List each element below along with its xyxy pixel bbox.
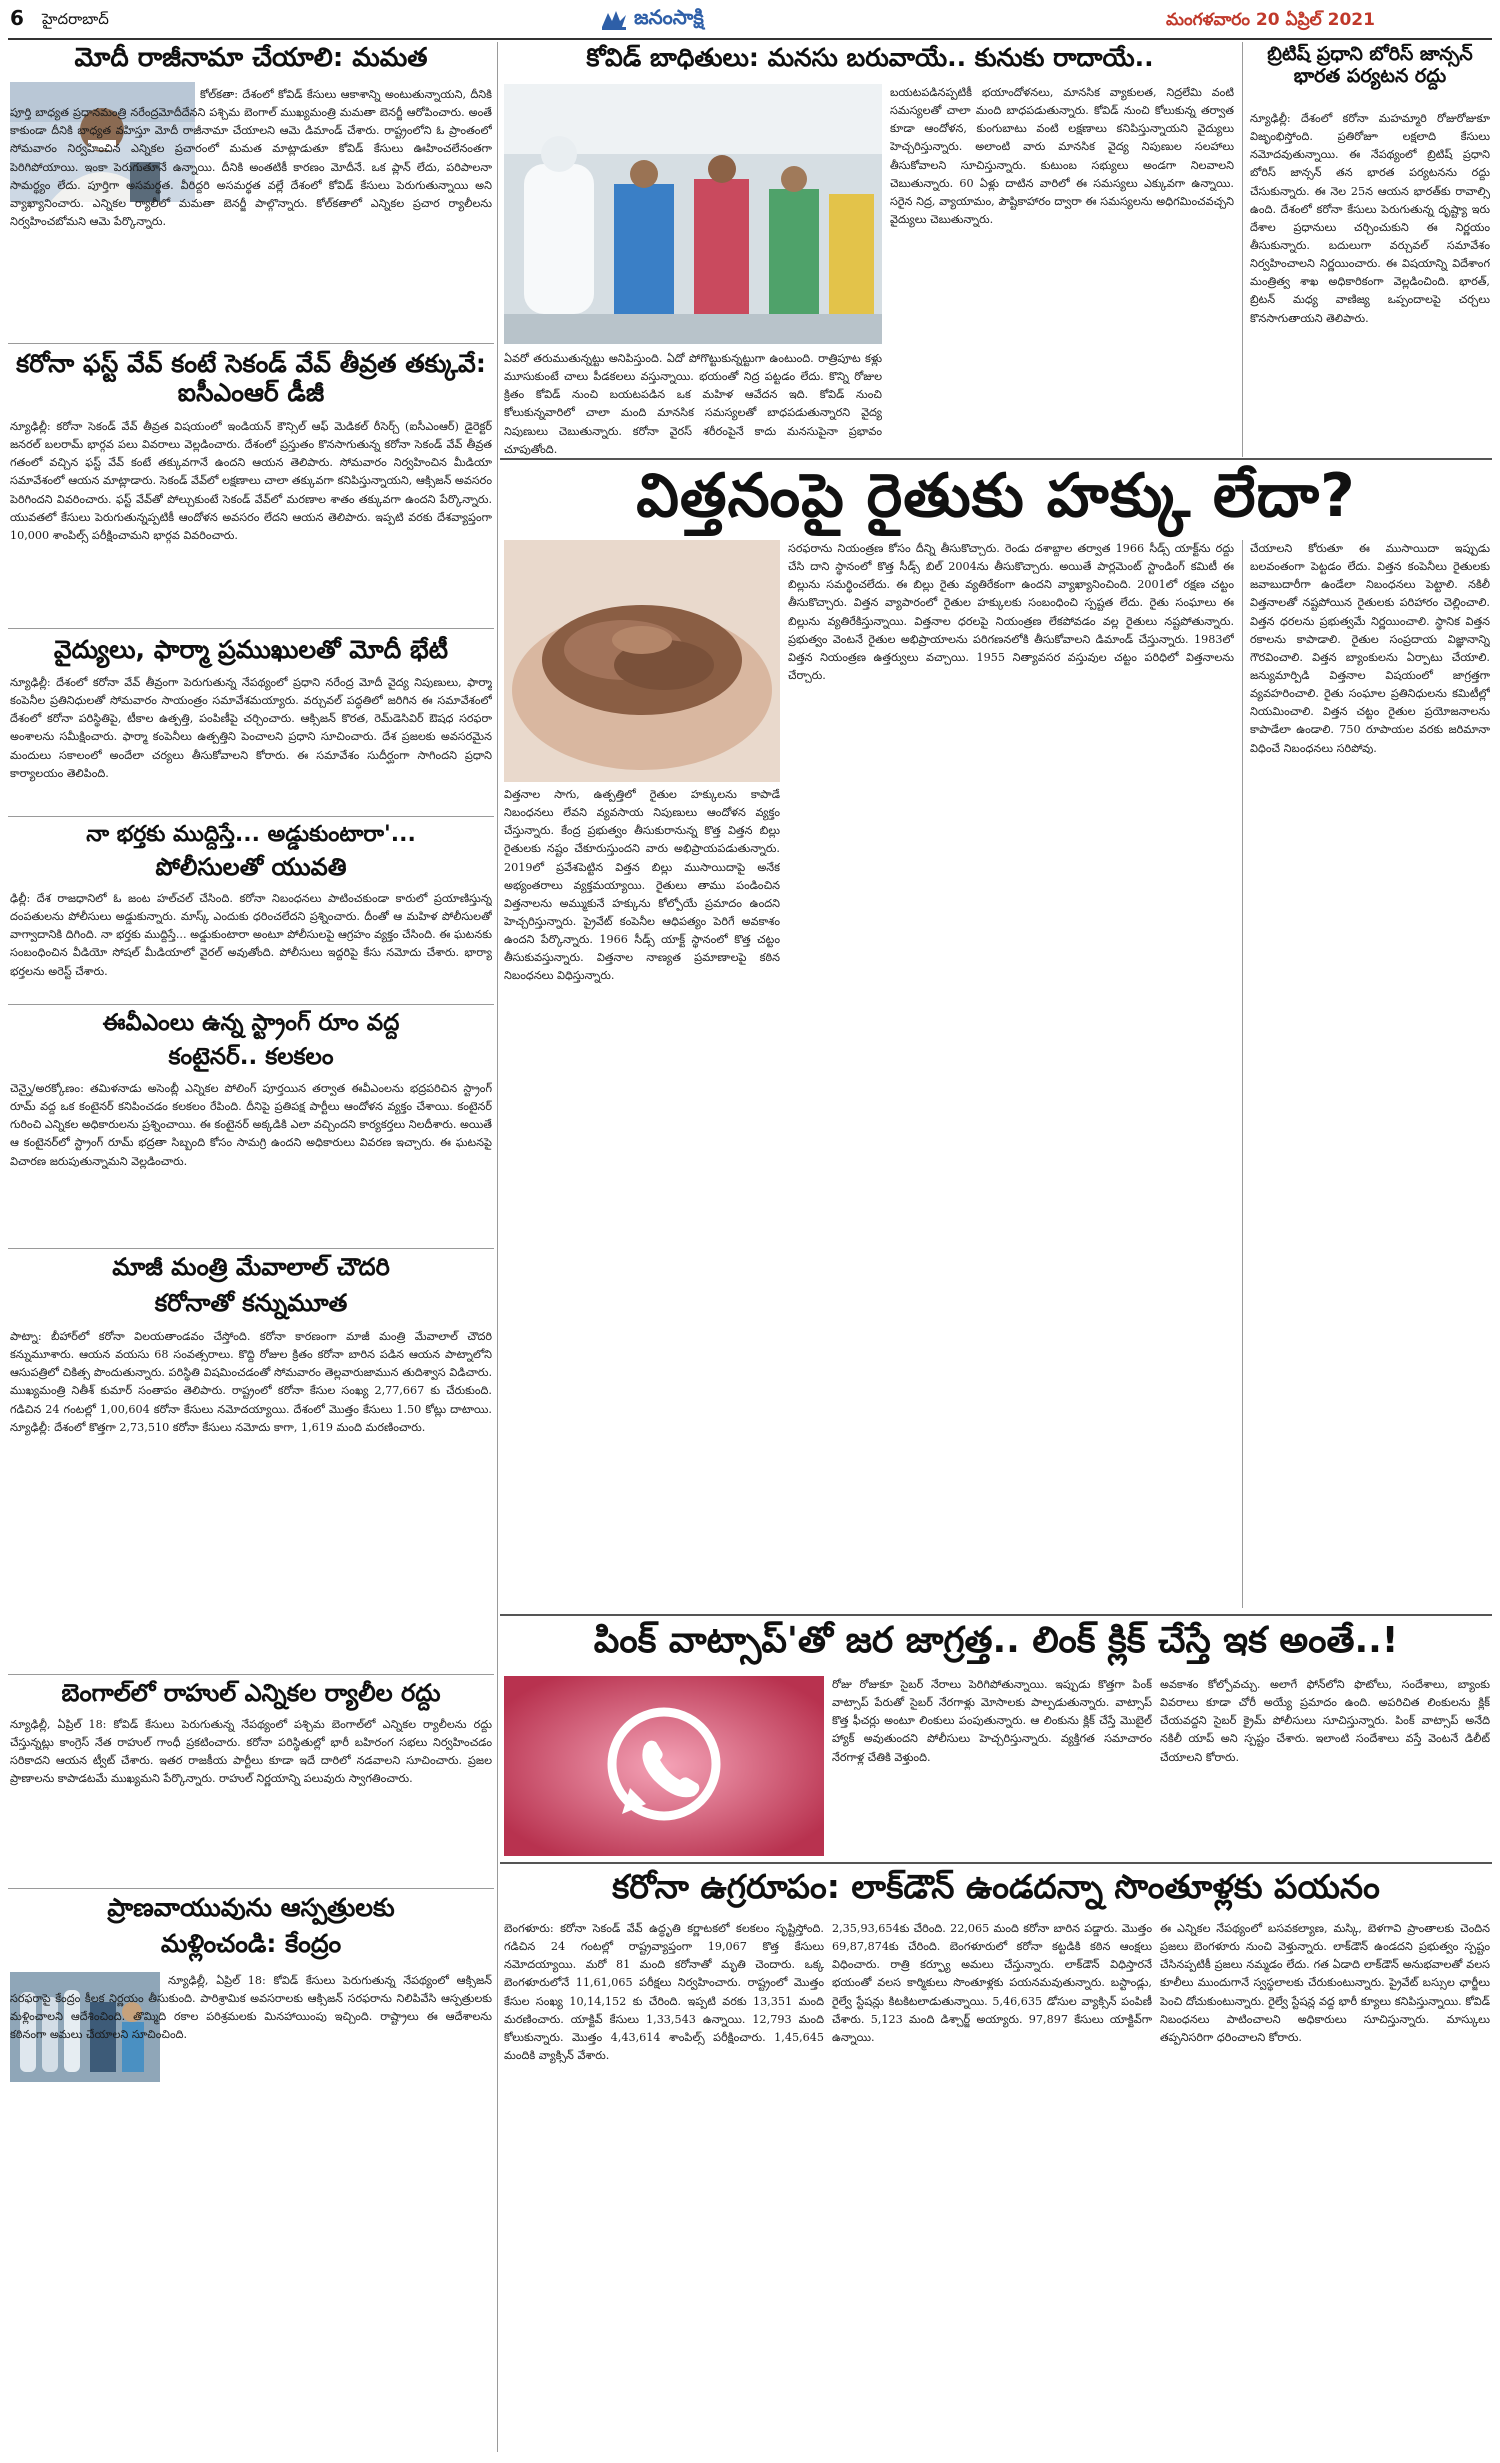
rule-modi-bottom xyxy=(8,816,494,817)
body-evm-room: చెన్నై/అరక్కోణం: తమిళనాడు అసెంబ్లీ ఎన్నికల పోలింగ్ పూర్తయిన తర్వాత ఈవీఎంలను భద్రపరిచిన స్ట్రాంగ్ రూమ్ వద్ద ఒక కంటైనర్ కనిపించడం కలకలం రేపింది. దీనిపై ప్రతిపక్ష పార్టీలు ఆందోళన వ్యక్తం చేశాయి. కంటైనర్ గురించి ఎన్నికల అధికారులను ప్రశ్నించాయి. ఈ కంటైనర్ అక్కడికి ఎలా వచ్చిందని కార్యకర్తలు నిలదీశారు. అయితే ఆ కంటైనర్‌లో స్ట్రాంగ్ రూమ్ భద్రతా సిబ్బంది కోసం సామగ్రి ఉందని అధికారులు వివరణ ఇచ్చారు. ఈ ఘటనపై విచారణ జరుపుతున్నామని వెల్లడించారు. xyxy=(10,1082,492,1168)
edition-label: హైదరాబాద్ xyxy=(42,10,109,28)
headline-mevalal-2: కరోనాతో కన్నుమూత xyxy=(154,1289,348,1317)
headline-evm-1: ఈవీఎంలు ఉన్న స్ట్రాంగ్ రూం వద్ద xyxy=(102,1010,400,1036)
headline-whatsapp: పింక్ వాట్సాప్'తో జర జాగ్రత్త.. లింక్ క్లిక్ చేస్తే ఇక అంతే..! xyxy=(593,1620,1399,1661)
body-lockdown-col1: బెంగళూరు: కరోనా సెకండ్ వేవ్ ఉద్ధృతి కర్ణాటకలో కలకలం సృష్టిస్తోంది. గడిచిన 24 గంటల్లో రాష్ట్రవ్యాప్తంగా 19,067 కొత్త కేసులు నమోదయ్యాయి. మరో 81 మంది కరోనాతో మృతి చెందారు. ఒక్క బెంగళూరులోనే 11,61,065 పరీక్షలు నిర్వహించారు. రాష్ట్రంలో మొత్తం కేసుల సంఖ్య 10,14,152 కు చేరింది. ఇప్పటి వరకు 13,351 మంది మరణించారు. యాక్టివ్ కేసులు 1,33,543 ఉన్నాయి. 12,793 మంది కోలుకున్నారు. మొత్తం 4,43,614 శాంపిల్స్ పరీక్షించారు. 1,45,645 మందికి వ్యాక్సిన్ వేశారు. xyxy=(504,1922,824,2062)
headline-oxygen-2: మళ్లించండి: కేంద్రం xyxy=(160,1929,342,1958)
body-farmers-col2: సరఫరాను నియంత్రణ కోసం దీన్ని తీసుకొచ్చారు. రెండు దశాబ్దాల తర్వాత 1966 సీడ్స్ యాక్ట్‌ను రద్దు చేసి దాని స్థానంలో కొత్త సీడ్స్ బిల్ 2004ను తీసుకొచ్చారు. అయితే పార్లమెంట్ స్టాండింగ్ కమిటీ ఈ బిల్లును సమర్థించలేదు. ఈ బిల్లు రైతు వ్యతిరేకంగా ఉందని వ్యాఖ్యానించింది. 2001లో రక్షణ చట్టం తీసుకొచ్చారు. విత్తన వ్యాపారంలో రైతుల హక్కులకు సంబంధించి స్పష్టత లేదు. రైతు సంఘాలు ఈ బిల్లును వ్యతిరేకిస్తున్నాయి. విత్తనాల ధరలపై నియంత్రణ లేకపోవడం వల్ల రైతులు నష్టపోతున్నారు. ప్రభుత్వం వెంటనే రైతుల అభిప్రాయాలను పరిగణనలోకి తీసుకోవాలని డిమాండ్ చేస్తున్నారు. 1983లో విత్తన నియంత్రణ ఉత్తర్వులు వచ్చాయి. 1955 నిత్యావసర వస్తువుల చట్టం పరిధిలో విత్తనాలను చేర్చారు. xyxy=(788,542,1234,682)
rule-mevalal-bottom xyxy=(8,1674,494,1675)
headline-covid-patients: కోవిడ్ బాధితులు: మనసు బరువాయే.. కునుకు రాదాయే.. xyxy=(586,43,1154,72)
pink-whatsapp-icon xyxy=(504,1676,824,1856)
headline-evm-2: కంటైనర్.. కలకలం xyxy=(168,1044,334,1070)
body-farmers-col3: చేయాలని కోరుతూ ఈ ముసాయిదా ఇప్పుడు బలవంతంగా పెట్టడం లేదు. విత్తన కంపెనీలు రైతులకు జవాబుదారీగా ఉండేలా నిబంధనలు పెట్టాలి. నకిలీ విత్తనాలతో నష్టపోయిన రైతులకు పరిహారం చెల్లించాలి. విత్తన ధరలను ప్రభుత్వమే నిర్ణయించాలి. స్థానిక విత్తన రకాలను కాపాడాలి. రైతుల సంప్రదాయ విజ్ఞానాన్ని గౌరవించాలి. విత్తన బ్యాంకులను ఏర్పాటు చేయాలి. జన్యుమార్పిడి విత్తనాల విషయంలో జాగ్రత్తగా వ్యవహరించాలి. రైతు సంఘాల ప్రతినిధులను కమిటీల్లో నియమించాలి. విత్తన చట్టం రైతుల ప్రయోజనాలను కాపాడేలా ఉండాలి. 750 రూపాయల వరకు జరిమానా విధించే నిబంధనలు సరిపోవు. xyxy=(1250,542,1490,755)
rule-corona-wave-bottom xyxy=(8,628,494,629)
headline-boris: బ్రిటిష్ ప్రధాని బోరిస్ జాన్సన్ భారత పర్యటన రద్దు xyxy=(1267,43,1473,87)
rule-whatsapp-bottom xyxy=(500,1862,1492,1864)
headline-mevalal-1: మాజీ మంత్రి మేవాలాల్ చౌదరి xyxy=(112,1253,390,1281)
headline-oxygen-1: ప్రాణవాయువును ఆస్పత్రులకు xyxy=(107,1893,395,1922)
headline-mamata: మోదీ రాజీనామా చేయాలి: మమత xyxy=(74,43,428,73)
photo-covid-ward xyxy=(504,84,882,344)
rule-farmers-bottom xyxy=(500,1614,1492,1616)
rule-top-section xyxy=(500,458,1492,460)
body-farmers-col1: విత్తనాల సాగు, ఉత్పత్తిలో రైతుల హక్కులను కాపాడే నిబంధనలు లేవని వ్యవసాయ నిపుణులు ఆందోళన వ్యక్తం చేస్తున్నారు. కేంద్ర ప్రభుత్వం తీసుకురానున్న కొత్త విత్తన బిల్లు రైతులకు నష్టం చేకూరుస్తుందని వారు అభిప్రాయపడుతున్నారు. 2019లో ప్రవేశపెట్టిన విత్తన బిల్లు ముసాయిదాపై అనేక అభ్యంతరాలు వ్యక్తమయ్యాయి. రైతులు తాము పండించిన విత్తనాలను అమ్ముకునే హక్కును కోల్పోయే ప్రమాదం ఉందని హెచ్చరిస్తున్నారు. ప్రైవేట్ కంపెనీల ఆధిపత్యం పెరిగే అవకాశం ఉందని పేర్కొన్నారు. 1966 సీడ్స్ యాక్ట్ స్థానంలో కొత్త చట్టం తీసుకువస్తున్నారు. విత్తనాల నాణ్యత ప్రమాణాలపై కఠిన నిబంధనలు విధిస్తున్నారు. xyxy=(504,788,780,983)
hospital-ward-illustration xyxy=(504,84,882,344)
headline-wife-police-2: పోలీసులతో యువతి xyxy=(155,853,347,881)
body-mamata: కోల్‌కతా: దేశంలో కోవిడ్ కేసులు ఆకాశాన్ని అంటుతున్నాయని, దీనికి పూర్తి బాధ్యత ప్రధానమంత్రి నరేంద్రమోదీదేనని పశ్చిమ బెంగాల్ ముఖ్యమంత్రి మమతా బెనర్జీ ఆరోపించారు. అంతే కాకుండా దీనికి బాధ్యత వహిస్తూ మోదీ రాజీనామా చేయాలని ఆమె డిమాండ్ చేశారు. రాష్ట్రంలోని ఓ ప్రాంతంలో సోమవారం నిర్వహించిన ఎన్నికల ప్రచారంలో మమత మాట్లాడుతూ కోవిడ్ కేసులు ఊహించలేనంతగా పెరిగిపోయాయి. ఇంకా పెరుగుతూనే ఉన్నాయి. దీనికి అంతటికీ కారణం మోదీనే. ఒక ప్లాన్ లేదు, పరిపాలనా సామర్థ్యం లేదు. పూర్తిగా అసమర్థత. వీరిద్దరి అసమర్థత వల్లే దేశంలో కోవిడ్ కేసులు పెరుగుతున్నాయి అని వ్యాఖ్యానించారు. ఎన్నికల ర్యాలీలో మమతా బెనర్జీ పాల్గొన్నారు. కోల్‌కతాలో ఎన్నికల ప్రచార ర్యాలీలను నిర్వహించబోమని ఆమె పేర్కొన్నారు. xyxy=(10,88,492,228)
headline-modi-meeting: వైద్యులు, ఫార్మా ప్రముఖులతో మోదీ భేటీ xyxy=(53,635,449,664)
column-divider-left xyxy=(497,42,498,2452)
page-number: 6 xyxy=(10,6,24,30)
body-whatsapp-col1: రోజు రోజుకూ సైబర్ నేరాలు పెరిగిపోతున్నాయి. ఇప్పుడు కొత్తగా పింక్ వాట్సాప్ పేరుతో సైబర్ నేరగాళ్లు మోసాలకు పాల్పడుతున్నారు. వాట్సాప్ కొత్త ఫీచర్లు అంటూ లింకులు పంపుతున్నారు. ఆ లింకును క్లిక్ చేస్తే మొబైల్ హ్యాక్ అవుతుందని పోలీసులు హెచ్చరిస్తున్నారు. వ్యక్తిగత సమాచారం నేరగాళ్ల చేతికి వెళ్తుంది. xyxy=(832,1678,1152,1764)
body-wife-police: ఢిల్లీ: దేశ రాజధానిలో ఓ జంట హల్‌చల్ చేసింది. కరోనా నిబంధనలు పాటించకుండా కారులో ప్రయాణిస్తున్న దంపతులను పోలీసులు అడ్డుకున్నారు. మాస్క్ ఎందుకు ధరించలేదని ప్రశ్నించారు. దీంతో ఆ మహిళ పోలీసులతో వాగ్వాదానికి దిగింది. నా భర్తకు ముద్దిస్తే... అడ్డుకుంటారా అంటూ పోలీసులపై ఆగ్రహం వ్యక్తం చేసింది. ఈ ఘటనకు సంబంధించిన వీడియో సోషల్ మీడియాలో వైరల్ అవుతోంది. పోలీసులు ఇద్దరిపై కేసు నమోదు చేశారు. భార్యా భర్తలను అరెస్ట్ చేశారు. xyxy=(10,892,492,978)
rule-farmers-col xyxy=(1242,540,1243,1608)
body-rahul: న్యూఢిల్లీ, ఏప్రిల్ 18: కోవిడ్ కేసులు పెరుగుతున్న నేపథ్యంలో పశ్చిమ బెంగాల్‌లో ఎన్నికల ర్యాలీలను రద్దు చేస్తున్నట్లు కాంగ్రెస్ నేత రాహుల్ గాంధీ ప్రకటించారు. కరోనా పరిస్థితుల్లో భారీ బహిరంగ సభలు నిర్వహించడం సరికాదని ఆయన ట్వీట్ చేశారు. ఇతర రాజకీయ పార్టీలు కూడా ఇదే దారిలో నడవాలని సూచించారు. ప్రజల ప్రాణాలను కాపాడటమే ముఖ్యమని పేర్కొన్నారు. రాహుల్ నిర్ణయాన్ని పలువురు స్వాగతించారు. xyxy=(10,1718,492,1786)
body-modi-meeting: న్యూఢిల్లీ: దేశంలో కరోనా వేవ్ తీవ్రంగా పెరుగుతున్న నేపథ్యంలో ప్రధాని నరేంద్ర మోదీ వైద్య నిపుణులు, ఫార్మా కంపెనీల ప్రతినిధులతో సోమవారం సాయంత్రం సమావేశమయ్యారు. వర్చువల్ పద్ధతిలో జరిగిన ఈ సమావేశంలో దేశంలో కరోనా పరిస్థితిపై, టీకాల ఉత్పత్తి, పంపిణీపై చర్చించారు. ఆక్సిజన్ కొరత, రెమ్‌డెసివిర్ ఔషధ సరఫరా అంశాలను సమీక్షించారు. ఫార్మా కంపెనీలు ఉత్పత్తిని పెంచాలని ప్రధాని సూచించారు. దేశ ప్రజలకు అవసరమైన మందులు సకాలంలో అందేలా చర్యలు తీసుకోవాలని కోరారు. ఈ సమావేశం సుదీర్ఘంగా సాగిందని ప్రధాని కార్యాలయం తెలిపింది. xyxy=(10,676,492,780)
body-covid-patients-left: ఏవరో తరుముతున్నట్టు అనిపిస్తుంది. ఏదో పోగొట్టుకున్నట్టుగా ఉంటుంది. రాత్రిపూట కళ్లు మూసుకుంటే చాలు పీడకలలు వస్తున్నాయి. భయంతో నిద్ర పట్టడం లేదు. కొన్ని రోజుల క్రితం కోవిడ్ నుంచి బయటపడిన ఒక మహిళ ఆవేదన ఇది. కోవిడ్ నుంచి కోలుకున్నవారిలో చాలా మంది మానసిక సమస్యలతో బాధపడుతున్నారని వైద్య నిపుణులు చెబుతున్నారు. కరోనా వైరస్ శరీరంపైనే కాదు మనసుపైనా ప్రభావం చూపుతోంది. xyxy=(504,352,882,455)
body-lockdown-col2: 2,35,93,654కు చేరింది. 22,065 మంది కరోనా బారిన పడ్డారు. మొత్తం 69,87,874కు చేరింది. బెంగళూరులో కరోనా కట్టడికి కఠిన ఆంక్షలు విధించారు. రాత్రి కర్ఫ్యూ అమలు చేస్తున్నారు. లాక్‌డౌన్ విధిస్తారనే భయంతో వలస కార్మికులు సొంతూళ్లకు పయనమవుతున్నారు. బస్టాండ్లు, రైల్వే స్టేషన్లు కిటకిటలాడుతున్నాయి. 5,46,635 డోసుల వ్యాక్సిన్ పంపిణీ చేశారు. 5,123 మంది డిశ్చార్జ్ అయ్యారు. 97,897 కేసులు యాక్టివ్‌గా ఉన్నాయి. xyxy=(832,1922,1152,2044)
logo-emblem-icon xyxy=(600,7,628,31)
photo-seeds xyxy=(504,540,780,782)
body-corona-wave: న్యూఢిల్లీ: కరోనా సెకండ్ వేవ్ తీవ్రత విషయంలో ఇండియన్ కౌన్సిల్ ఆఫ్ మెడికల్ రీసెర్చ్ (ఐసీఎంఆర్) డైరెక్టర్ జనరల్ బలరామ్ భార్గవ పలు వివరాలు వెల్లడించారు. దేశంలో ప్రస్తుతం కొనసాగుతున్న కరోనా సెకండ్ వేవ్ తీవ్రత గతంలో వచ్చిన ఫస్ట్ వేవ్ కంటే తక్కువగానే ఉందని ఆయన తెలిపారు. సోమవారం నిర్వహించిన మీడియా సమావేశంలో ఆయన మాట్లాడారు. సెకండ్ వేవ్‌లో లక్షణాలు చాలా తక్కువగా కనిపిస్తున్నాయని, ఆక్సిజన్ అవసరం పెరిగిందని వివరించారు. ఫస్ట్ వేవ్‌తో పోల్చుకుంటే సెకండ్ వేవ్‌లో మరణాల శాతం తక్కువగా ఉందని పేర్కొన్నారు. యువతలో కేసులు పెరుగుతున్నప్పటికీ ఆందోళన అవసరం లేదని ఆయన తెలిపారు. ఇప్పటి వరకు దేశవ్యాప్తంగా 10,000 శాంపిల్స్ పరీక్షించామని భార్గవ వివరించారు. xyxy=(10,420,492,542)
headline-rahul: బెంగాల్‌లో రాహుల్ ఎన్నికల ర్యాలీల రద్దు xyxy=(61,1679,441,1707)
body-whatsapp-col2: అవకాశం కోల్పోవచ్చు. అలాగే ఫోన్‌లోని ఫొటోలు, సందేశాలు, బ్యాంకు వివరాలు కూడా చోరీ అయ్యే ప్రమాదం ఉంది. అపరిచిత లింకులను క్లిక్ చేయవద్దని సైబర్ క్రైమ్ పోలీసులు సూచిస్తున్నారు. పింక్ వాట్సాప్ అనేది నకిలీ యాప్ అని స్పష్టం చేశారు. ఇలాంటి సందేశాలు వస్తే వెంటనే డిలీట్ చేయాలని కోరారు. xyxy=(1160,1678,1490,1764)
headline-wife-police-1: నా భర్తకు ముద్దిస్తే... అడ్డుకుంటారా'... xyxy=(86,822,416,847)
rule-rahul-bottom xyxy=(8,1888,494,1889)
headline-lockdown: కరోనా ఉగ్రరూపం: లాక్‌డౌన్ ఉండదన్నా సొంతూళ్లకు పయనం xyxy=(612,1867,1380,1906)
seeds-in-hands-illustration xyxy=(504,540,780,782)
rule-wife-bottom xyxy=(8,1004,494,1005)
body-covid-patients-right: బయటపడినప్పటికీ భయాందోళనలు, మానసిక వ్యాకులత, నిద్రలేమి వంటి సమస్యలతో చాలా మంది బాధపడుతున్నారు. కోవిడ్ నుంచి కోలుకున్న తర్వాత కూడా ఆందోళన, కుంగుబాటు వంటి లక్షణాలు కనిపిస్తున్నాయని వైద్యులు హెచ్చరిస్తున్నారు. అలాంటి వారు మానసిక వైద్య నిపుణుల సలహాలు తీసుకోవాలని సూచిస్తున్నారు. కుటుంబ సభ్యులు అండగా నిలవాలని చెబుతున్నారు. 60 ఏళ్లు దాటిన వారిలో ఈ సమస్యలు ఎక్కువగా ఉన్నాయి. సరైన నిద్ర, వ్యాయామం, పౌష్టికాహారం ద్వారా ఈ సమస్యలను అధిగమించవచ్చని వైద్యులు చెబుతున్నారు. xyxy=(890,86,1234,226)
body-lockdown-col3: ఈ ఎన్నికల నేపథ్యంలో బసవకల్యాణ, మస్కి, బెళగావి ప్రాంతాలకు చెందిన ప్రజలు బెంగళూరు నుంచి వెళ్తున్నారు. లాక్‌డౌన్ ఉండదని ప్రభుత్వం స్పష్టం చేసినప్పటికీ ప్రజలు నమ్మడం లేదు. గత ఏడాది లాక్‌డౌన్ అనుభవాలతో వలస కూలీలు ముందుగానే స్వస్థలాలకు చేరుకుంటున్నారు. ప్రైవేట్ బస్సుల ఛార్జీలు పెంచి దోచుకుంటున్నారు. రైల్వే స్టేషన్ల వద్ద భారీ క్యూలు కనిపిస్తున్నాయి. కోవిడ్ నిబంధనలు పాటించాలని అధికారులు సూచిస్తున్నారు. మాస్కులు తప్పనిసరిగా ధరించాలని కోరారు. xyxy=(1160,1922,1490,2044)
masthead-date: మంగళవారం 20 ఏప్రిల్ 2021 xyxy=(1166,10,1375,30)
headline-corona-wave: కరోనా ఫస్ట్ వేవ్ కంటే సెకండ్ వేవ్ తీవ్రత తక్కువే: ఐసీఎంఆర్ డీజీ xyxy=(16,349,486,407)
masthead-rule xyxy=(8,38,1492,40)
logo-text: జనంసాక్షి xyxy=(634,4,704,29)
body-boris: న్యూఢిల్లీ: దేశంలో కరోనా మహమ్మారి రోజురోజుకూ విజృంభిస్తోంది. ప్రతిరోజూ లక్షలాది కేసులు నమోదవుతున్నాయి. ఈ నేపథ్యంలో బ్రిటిష్ ప్రధాని బోరిస్ జాన్సన్ తన భారత పర్యటనను రద్దు చేసుకున్నారు. ఈ నెల 25న ఆయన భారత్‌కు రావాల్సి ఉంది. దేశంలో కరోనా కేసులు పెరుగుతున్న దృష్ట్యా ఇరు దేశాల ప్రధానులు చర్చించుకుని ఈ నిర్ణయం తీసుకున్నారు. బదులుగా వర్చువల్ సమావేశం నిర్వహించాలని నిర్ణయించారు. ఈ విషయాన్ని విదేశాంగ మంత్రిత్వ శాఖ అధికారికంగా వెల్లడించింది. భారత్, బ్రిటన్ మధ్య వాణిజ్య ఒప్పందాలపై చర్చలు కొనసాగుతాయని తెలిపారు. xyxy=(1250,112,1490,325)
masthead-logo xyxy=(600,4,704,34)
column-divider-right xyxy=(1242,42,1243,457)
rule-evm-bottom xyxy=(8,1248,494,1249)
body-mevalal: పాట్నా: బీహార్‌లో కరోనా విలయతాండవం చేస్తోంది. కరోనా కారణంగా మాజీ మంత్రి మేవాలాల్ చౌదరి కన్నుమూశారు. ఆయన వయసు 68 సంవత్సరాలు. కొద్ది రోజుల క్రితం కరోనా బారిన పడిన ఆయన పాట్నాలోని ఆసుపత్రిలో చికిత్స పొందుతున్నారు. పరిస్థితి విషమించడంతో సోమవారం తెల్లవారుజామున తుదిశ్వాస విడిచారు. ముఖ్యమంత్రి నితీశ్ కుమార్ సంతాపం తెలిపారు. రాష్ట్రంలో కరోనా కేసుల సంఖ్య 2,77,667 కు చేరుకుంది. గడిచిన 24 గంటల్లో 1,00,604 కరోనా కేసులు నమోదయ్యాయి. దేశంలో మొత్తం కేసులు 1.50 కోట్లు దాటాయి. న్యూఢిల్లీ: దేశంలో కొత్తగా 2,73,510 కరోనా కేసులు నమోదు కాగా, 1,619 మంది మరణించారు. xyxy=(10,1330,492,1434)
headline-farmers: విత్తనంపై రైతుకు హక్కు లేదా? xyxy=(636,461,1356,531)
photo-whatsapp xyxy=(504,1676,824,1856)
body-oxygen: న్యూఢిల్లీ, ఏప్రిల్ 18: కోవిడ్ కేసులు పెరుగుతున్న నేపథ్యంలో ఆక్సిజన్ సరఫరాపై కేంద్రం కీలక నిర్ణయం తీసుకుంది. పారిశ్రామిక అవసరాలకు ఆక్సిజన్ సరఫరాను నిలిపివేసి ఆస్పత్రులకు మళ్లించాలని ఆదేశించింది. తొమ్మిది రకాల పరిశ్రమలకు మినహాయింపు ఇచ్చింది. రాష్ట్రాలు ఈ ఆదేశాలను కఠినంగా అమలు చేయాలని సూచించింది. xyxy=(10,1974,492,2042)
rule-mamata-bottom xyxy=(8,343,494,344)
